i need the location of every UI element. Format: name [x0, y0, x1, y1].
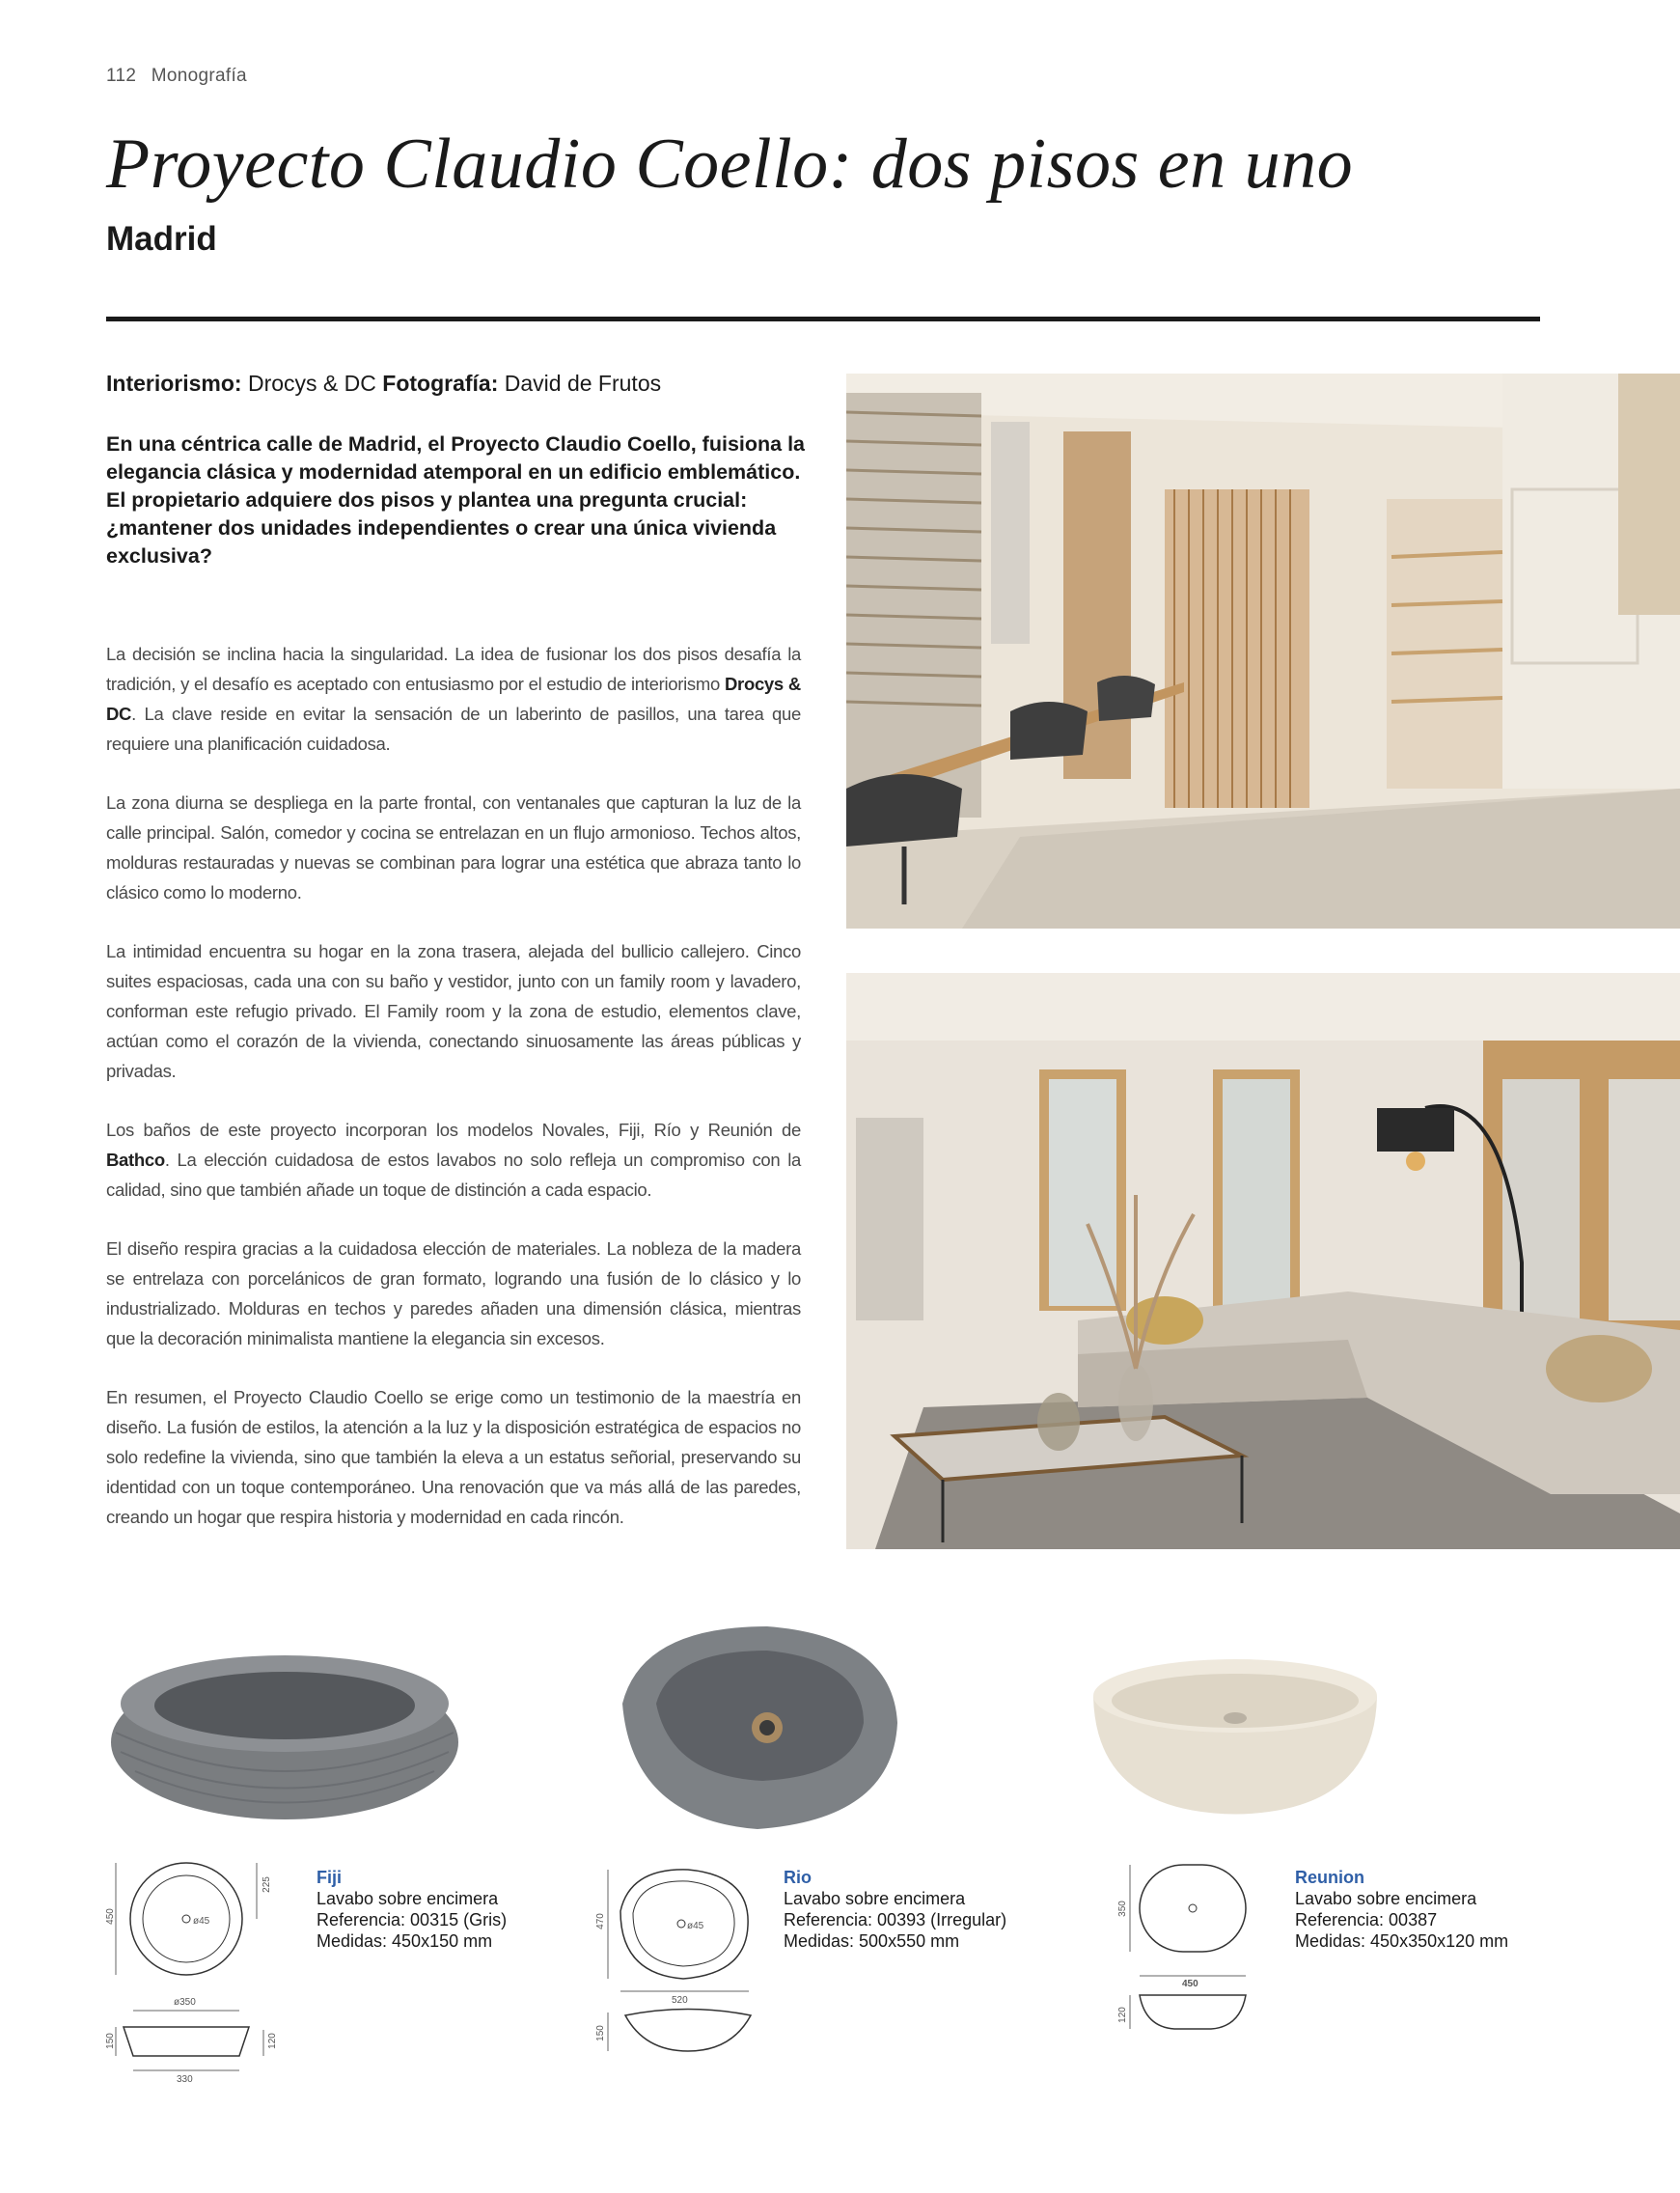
photo-living-room [846, 973, 1680, 1549]
dim-label: ø45 [193, 1916, 210, 1927]
product-name: Rio [784, 1868, 812, 1887]
article-subtitle: Madrid [106, 220, 217, 258]
product-image-reunion [1086, 1652, 1385, 1821]
body-paragraph: Los baños de este proyecto incorporan los modelos Novales, Fiji, Río y Reunión de Bathco. La elección cuidadosa de estos lavabos no solo refleja un compromiso con la calidad, sino que también añade un toque de distinción a cada espacio. [106, 1120, 801, 1200]
body-paragraph: La zona diurna se despliega en la parte frontal, con ventanales que capturan la luz de la calle principal. Salón, comedor y cocina se entrelazan en un flujo armonioso. Techos altos, molduras restauradas y nuevas se combinan para lograr una estética que abraza tanto lo clásico como lo moderno. [106, 792, 801, 902]
credits [106, 371, 661, 397]
dim-label: 450 [1182, 1979, 1198, 1989]
article-title: Proyecto Claudio Coello: dos pisos en uno [106, 125, 1354, 204]
lead-paragraph: En una céntrica calle de Madrid, el Proyecto Claudio Coello, fuisiona la elegancia clásica y modernidad atemporal en un edificio emblemático. El propietario adquiere dos pisos y plantea una pregunta crucial: ¿mantener dos unidades independientes o crear una única vivienda exclusiva? [106, 432, 806, 568]
body-paragraph: La intimidad encuentra su hogar en la zona trasera, alejada del bullicio callejero. Cinco suites espaciosas, cada una con su baño y vestidor, junto con un family room y lavadero, conforman este refugio privado. El Family room y la zona de estudio, elementos clave, actúan como el corazón de la vivienda, conectando sinuosamente las áreas públicas y privadas. [106, 941, 801, 1081]
photo-label: Fotografía: [382, 371, 499, 396]
title-rule [106, 317, 1540, 321]
brand-drocys: Drocys & DC [106, 674, 801, 724]
page-header [106, 66, 247, 87]
dim-label: 150 [594, 2025, 606, 2041]
interior-value: Drocys & DC [247, 371, 376, 396]
product-reference: Referencia: 00387 [1295, 1910, 1438, 1929]
body-paragraph: La decisión se inclina hacia la singularidad. La idea de fusionar los dos pisos desafía la tradición, y el desafío es aceptado con entusiasmo por el estudio de interiorismo Drocys & DC. La clave reside en evitar la sensación de un laberinto de pasillos, una tarea que requiere una planificación cuidadosa. [106, 644, 801, 754]
product-info-fiji [317, 1868, 567, 1952]
dim-label: 470 [594, 1913, 606, 1929]
product-name: Reunion [1295, 1868, 1364, 1887]
interior-label: Interiorismo: [106, 371, 242, 396]
dim-label: 520 [672, 1995, 688, 2006]
dim-label: 120 [266, 2033, 278, 2049]
dim-label: 225 [261, 1876, 272, 1893]
product-measures: Medidas: 450x150 mm [317, 1931, 493, 1951]
dim-label: 120 [1116, 2007, 1128, 2023]
product-reference: Referencia: 00315 (Gris) [317, 1910, 508, 1929]
brand-bathco: Bathco [106, 1150, 165, 1170]
body-paragraph: El diseño respira gracias a la cuidadosa elección de materiales. La nobleza de la madera se entrelaza con porcelánicos de gran formato, logrando una fusión de lo clásico y lo industrializado. Molduras en techos y paredes añaden una dimensión clásica, mientras que la decoración minimalista mantiene la elegancia sin excesos. [106, 1238, 801, 1348]
article-body [106, 639, 801, 1561]
section-name: Monografía [151, 66, 247, 86]
rio-technical-drawing [596, 1858, 765, 2056]
photo-study-corridor [846, 374, 1680, 929]
product-type: Lavabo sobre encimera [317, 1889, 499, 1908]
reunion-technical-drawing [1095, 1855, 1269, 2034]
body-paragraph: En resumen, el Proyecto Claudio Coello se erige como un testimonio de la maestría en diseño. La fusión de estilos, la atención a la luz y la disposición estratégica de espacios no solo redefine la vivienda, sino que también la eleva a un estatus señorial, preservando su identidad con un toque contemporáneo. Una renovación que va más allá de las paredes, creando un hogar que respira historia y modernidad en cada rincón. [106, 1387, 801, 1527]
product-info-rio [784, 1868, 1063, 1952]
dim-label: 450 [104, 1908, 116, 1925]
dim-label: 350 [1116, 1901, 1128, 1917]
product-image-fiji [106, 1636, 463, 1829]
product-type: Lavabo sobre encimera [1295, 1889, 1477, 1908]
fiji-technical-drawing [104, 1858, 283, 2090]
product-reference: Referencia: 00393 (Irregular) [784, 1910, 1007, 1929]
product-type: Lavabo sobre encimera [784, 1889, 966, 1908]
dim-label: 330 [177, 2074, 193, 2085]
dim-label: 150 [104, 2033, 116, 2049]
photo-value: David de Frutos [504, 371, 662, 396]
product-measures: Medidas: 500x550 mm [784, 1931, 960, 1951]
product-measures: Medidas: 450x350x120 mm [1295, 1931, 1509, 1951]
dim-label: ø45 [687, 1921, 704, 1931]
product-info-reunion [1295, 1868, 1584, 1952]
dim-label: ø350 [174, 1997, 196, 2008]
product-name: Fiji [317, 1868, 342, 1887]
product-image-rio [603, 1617, 912, 1834]
page-number: 112 [106, 66, 137, 86]
